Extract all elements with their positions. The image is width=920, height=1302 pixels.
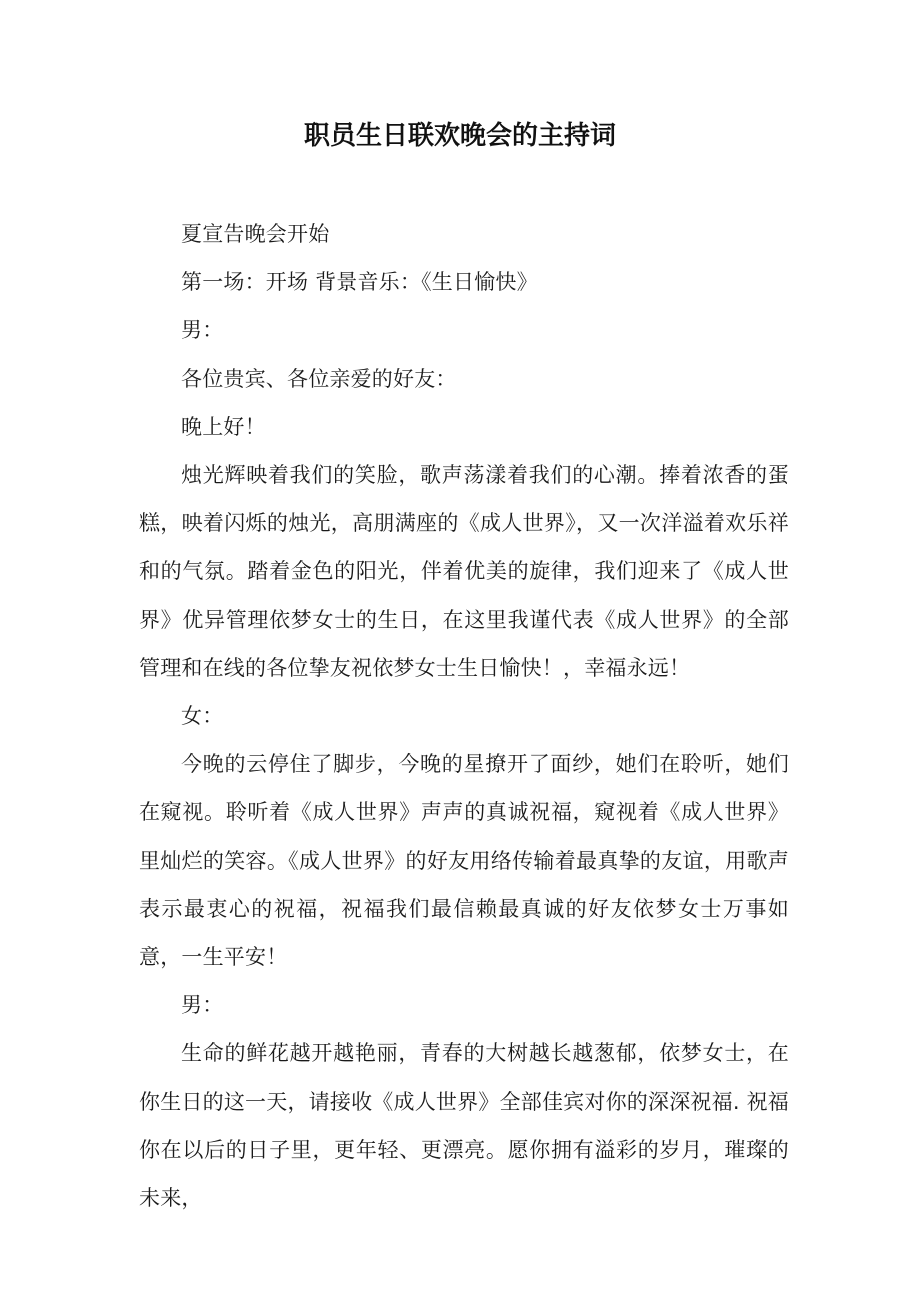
paragraph-male-speech-2: 生命的鲜花越开越艳丽，青春的大树越长越葱郁，依梦女士，在你生日的这一天，请接收《成人世界》全部佳宾对你的深深祝福. 祝福你在以后的日子里，更年轻、更漂亮。愿你拥有溢彩的岁月，璀璨的未来， [139,1041,789,1211]
paragraph-speaker-male: 男： [181,318,224,343]
document-title: 职员生日联欢晚会的主持词 [303,121,616,151]
document-body [139,210,789,1222]
paragraph-speaker-female: 女： [181,704,224,729]
paragraph-female-speech: 今晚的云停住了脚步，今晚的星撩开了面纱，她们在聆听，她们在窥视。聆听着《成人世界》声声的真诚祝福，窥视着《成人世界》里灿烂的笑容。《成人世界》的好友用络传输着最真挚的友谊，用歌声表示最衷心的祝福，祝福我们最信赖最真诚的好友依梦女士万事如意，一生平安！ [139,752,789,970]
paragraph-speaker-male-2: 男： [181,993,224,1018]
paragraph-opening-announcement: 夏宣告晚会开始 [181,222,330,246]
paragraph-scene-one: 第一场：开场 背景音乐：《生日愉快》 [181,270,538,295]
paragraph-male-speech: 烛光辉映着我们的笑脸，歌声荡漾着我们的心潮。捧着浓香的蛋糕，映着闪烁的烛光，高朋满座的《成人世界》，又一次洋溢着欢乐祥和的气氛。踏着金色的阳光，伴着优美的旋律，我们迎来了《成人世界》优异管理依梦女士的生日，在这里我谨代表《成人世界》的全部管理和在线的各位挚友祝依梦女士生日愉快！，幸福永远！ [139,463,789,680]
paragraph-greeting-guests: 各位贵宾、各位亲爱的好友： [181,366,457,391]
paragraph-good-evening: 晚上好！ [181,414,266,439]
